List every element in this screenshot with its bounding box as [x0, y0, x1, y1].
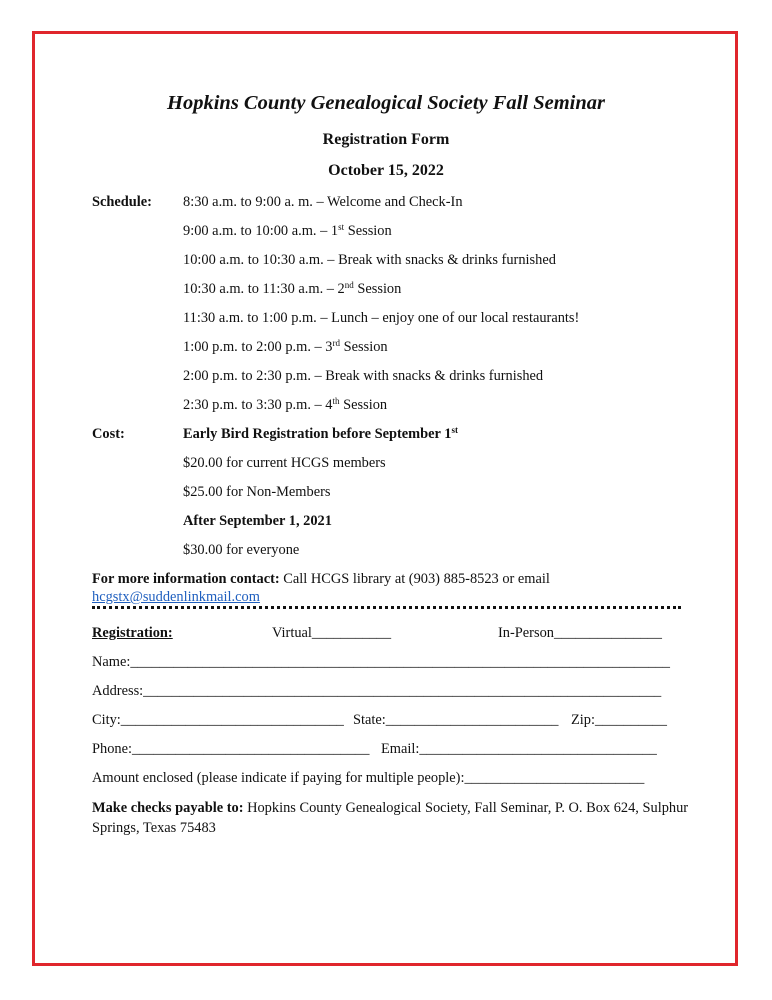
late-heading: After September 1, 2021 — [183, 513, 332, 529]
payment-instructions: Make checks payable to: Hopkins County Genealogical Society, Fall Seminar, P. O. Box 624, Sulphur Springs, Texas 75483 — [92, 800, 689, 836]
amount-field[interactable]: Amount enclosed (please indicate if paying for multiple people):_________________________ — [92, 770, 645, 786]
page-title: Hopkins County Genealogical Society Fall Seminar — [167, 92, 605, 114]
event-date: October 15, 2022 — [328, 162, 444, 179]
checks-label: Make checks payable to: — [92, 800, 244, 816]
contact-label: For more information contact: — [92, 571, 280, 587]
schedule-item: 8:30 a.m. to 9:00 a. m. – Welcome and Check-In — [183, 194, 463, 210]
contact-email-line — [92, 589, 260, 606]
form-subtitle: Registration Form — [322, 131, 450, 148]
non-member-price: $25.00 for Non-Members — [183, 484, 331, 500]
name-field[interactable]: Name:___________________________________________________________________________ — [92, 654, 671, 670]
schedule-label: Schedule: — [92, 194, 152, 210]
schedule-item: 10:00 a.m. to 10:30 a.m. – Break with snacks & drinks furnished — [183, 252, 556, 268]
schedule-item: 2:00 p.m. to 2:30 p.m. – Break with snacks & drinks furnished — [183, 368, 544, 384]
cut-line-divider — [92, 606, 681, 609]
member-price: $20.00 for current HCGS members — [183, 455, 386, 471]
schedule-item: 9:00 a.m. to 10:00 a.m. – 1st Session — [183, 222, 392, 239]
phone-field[interactable]: Phone:_________________________________ — [92, 741, 370, 757]
email-field[interactable]: Email:_________________________________ — [381, 741, 657, 757]
schedule-item: 1:00 p.m. to 2:00 p.m. – 3rd Session — [183, 338, 388, 355]
schedule-item: 11:30 a.m. to 1:00 p.m. – Lunch – enjoy one of our local restaurants! — [183, 310, 580, 326]
state-field[interactable]: State:________________________ — [353, 712, 559, 728]
in-person-field[interactable]: In-Person_______________ — [498, 625, 662, 641]
schedule-item: 10:30 a.m. to 11:30 a.m. – 2nd Session — [183, 280, 402, 297]
email-link[interactable]: hcgstx@suddenlinkmail.com — [92, 589, 260, 605]
zip-field[interactable]: Zip:__________ — [571, 712, 667, 728]
city-field[interactable]: City:_______________________________ — [92, 712, 344, 728]
contact-line: For more information contact: Call HCGS library at (903) 885-8523 or email — [92, 571, 550, 587]
schedule-item: 2:30 p.m. to 3:30 p.m. – 4th Session — [183, 396, 388, 413]
address-field[interactable]: Address:________________________________________________________________________ — [92, 683, 662, 699]
early-bird-heading: Early Bird Registration before September 1st — [183, 425, 458, 442]
registration-label: Registration: — [92, 625, 173, 641]
everyone-price: $30.00 for everyone — [183, 542, 300, 558]
virtual-field[interactable]: Virtual___________ — [272, 625, 392, 641]
cost-label: Cost: — [92, 426, 125, 442]
